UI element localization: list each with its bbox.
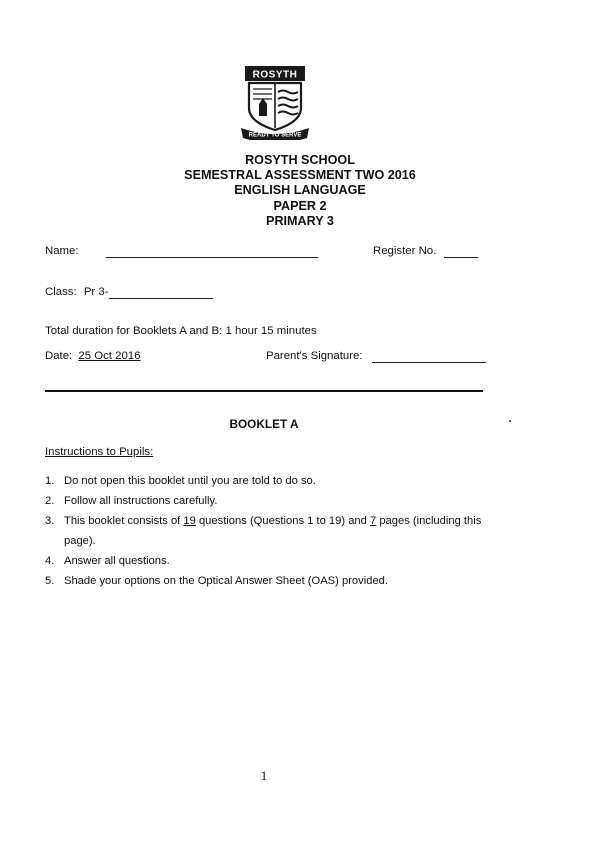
instruction-item [45, 571, 495, 591]
duration-text: Total duration for Booklets A and B: 1 hour 15 minutes [45, 325, 317, 337]
class-label: Class: [45, 286, 77, 298]
class-field [45, 286, 213, 299]
instruction-text-part: This booklet consists of [64, 515, 184, 527]
instruction-number: 5. [45, 575, 55, 587]
svg-text:ROSYTH: ROSYTH [252, 69, 298, 81]
date-label: Date: [45, 350, 73, 362]
instruction-number: 4. [45, 555, 55, 567]
date-field [45, 350, 140, 362]
instruction-text-part: questions (Questions 1 to 19) and [195, 515, 370, 527]
signature-field [266, 350, 486, 363]
instructions-heading: Instructions to Pupils: [45, 446, 154, 458]
booklet-title: BOOKLET A [229, 417, 299, 431]
subject-title: ENGLISH LANGUAGE [234, 183, 366, 198]
instruction-item [45, 551, 495, 571]
instruction-text [64, 511, 495, 551]
signature-blank[interactable] [372, 350, 486, 363]
instruction-text-part: pages (including this page). [64, 515, 482, 547]
level-title: PRIMARY 3 [266, 213, 334, 228]
section-divider [45, 390, 483, 392]
instruction-item [45, 511, 495, 551]
instruction-text: Do not open this booklet until you are told to do so. [64, 475, 316, 487]
stray-mark [509, 420, 511, 422]
class-value: Pr 3- [83, 286, 109, 298]
instruction-text: Answer all questions. [64, 555, 170, 567]
name-field [45, 245, 318, 258]
title-block [0, 153, 600, 229]
instruction-text: Follow all instructions carefully. [64, 495, 218, 507]
instruction-number: 1. [45, 475, 55, 487]
register-label: Register No. [373, 245, 437, 257]
name-label: Name: [45, 245, 79, 257]
signature-label: Parent's Signature: [266, 350, 363, 362]
paper-title: PAPER 2 [273, 198, 327, 213]
instructions-list [45, 471, 495, 591]
instruction-item [45, 471, 495, 491]
assessment-title: SEMESTRAL ASSESSMENT TWO 2016 [184, 168, 416, 183]
instruction-number: 2. [45, 495, 55, 507]
date-value: 25 Oct 2016 [78, 350, 141, 362]
instruction-number: 3. [45, 515, 55, 527]
register-field [373, 245, 478, 258]
name-blank[interactable] [106, 245, 318, 258]
school-name: ROSYTH SCHOOL [245, 153, 355, 167]
instruction-text: Shade your options on the Optical Answer Sheet (OAS) provided. [64, 575, 388, 587]
page-count: 7 [369, 515, 377, 527]
school-crest-logo [239, 64, 311, 140]
svg-text:READY TO SERVE: READY TO SERVE [248, 132, 302, 139]
instruction-item [45, 491, 495, 511]
class-blank[interactable] [109, 286, 213, 299]
page-number: 1 [260, 768, 268, 783]
question-count: 19 [183, 515, 196, 527]
register-blank[interactable] [444, 245, 478, 258]
